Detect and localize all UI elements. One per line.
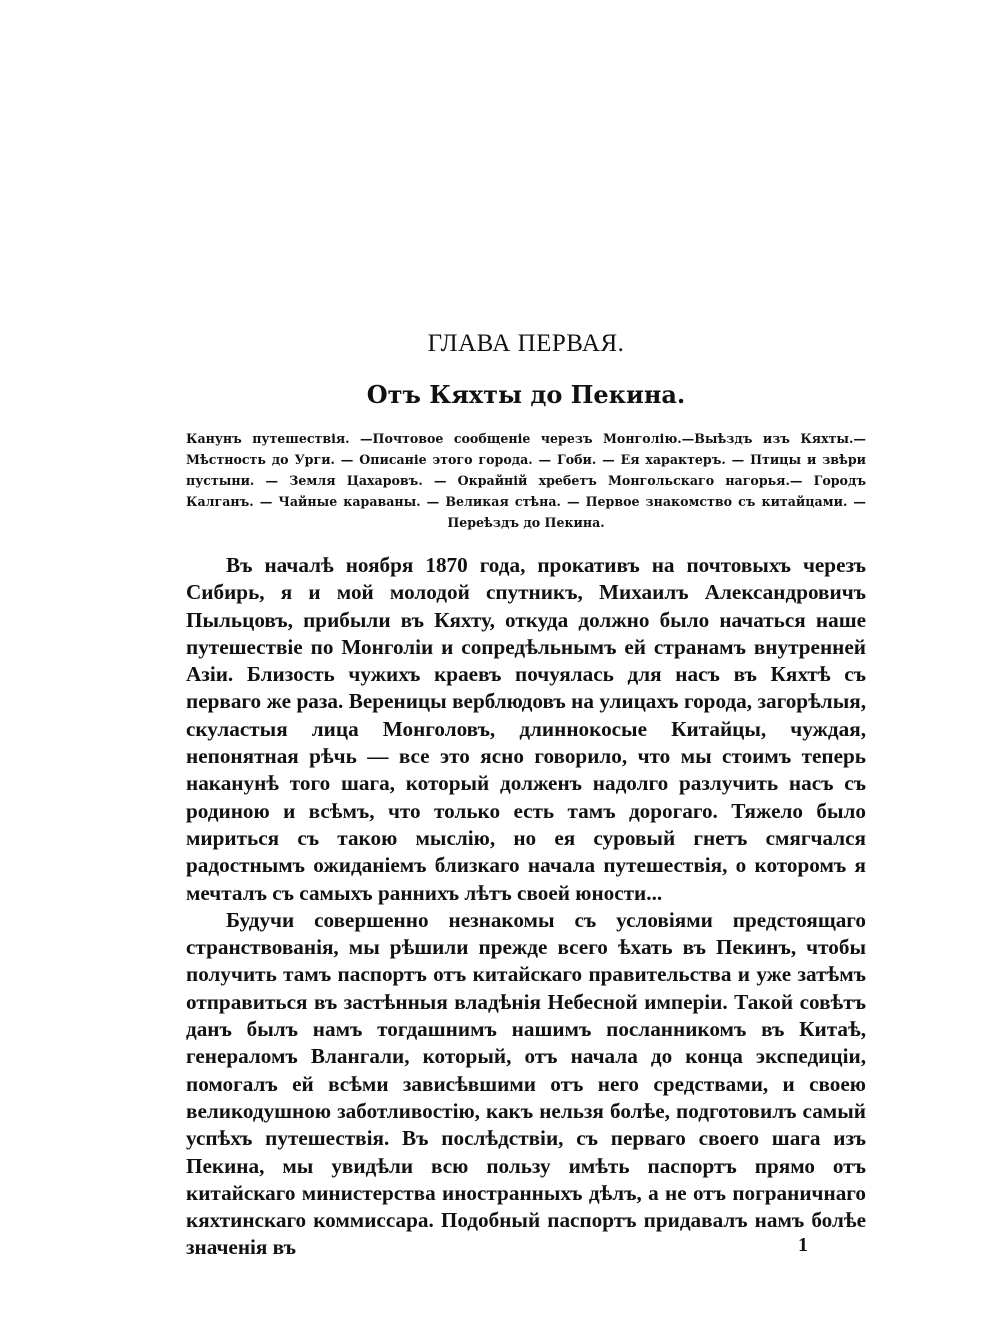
body-paragraph: Будучи совершенно незнакомы съ условіями предстоящаго странствованія, мы рѣшили прежде всего ѣхать въ Пекинъ, чтобы получить тамъ паспортъ отъ китайскаго правительства и уже затѣмъ отправиться въ застѣнныя владѣнія Небесной имперіи. Такой совѣтъ данъ былъ намъ тогдашнимъ нашимъ посланникомъ въ Китаѣ, генераломъ Влангали, который, отъ начала до конца экспедиціи, помогалъ ей всѣми зависѣвшими отъ него средствами, и своею великодушною заботливостію, какъ нельзя болѣе, подготовилъ самый успѣхъ путешествія. Въ послѣдствіи, съ перваго своего шага изъ Пекина, мы увидѣли всю пользу имѣть паспортъ прямо отъ китайскаго министерства иностранныхъ дѣлъ, а не отъ пограничнаго кяхтинскаго коммиссара. Подобный паспортъ придавалъ намъ болѣе значенія въ xyxy=(186,907,866,1260)
book-page xyxy=(186,0,866,1333)
body-paragraph: Въ началѣ ноября 1870 года, прокативъ на почтовыхъ черезъ Сибирь, я и мой молодой спутникъ, Михаилъ Александровичъ Пыльцовъ, прибыли въ Кяхту, откуда должно было начаться наше путешествіе по Монголіи и сопредѣльнымъ ей странамъ внутренней Азіи. Близость чужихъ краевъ почуялась для насъ въ Кяхтѣ съ перваго же раза. Вереницы верблюдовъ на улицахъ города, загорѣлыя, скуластыя лица Монголовъ, длиннокосые Китайцы, чуждая, непонятная рѣчь — все это ясно говорило, что мы стоимъ теперь наканунѣ того шага, который долженъ надолго разлучить насъ съ родиною и всѣмъ, что только есть тамъ дорогаго. Тяжело было мириться съ такою мыслію, но ея суровый гнетъ смягчался радостнымъ ожиданіемъ близкаго начала путешествія, о которомъ я мечталъ съ самыхъ раннихъ лѣтъ своей юности... xyxy=(186,553,866,905)
page-number: 1 xyxy=(798,1234,808,1256)
chapter-heading: ГЛАВА ПЕРВАЯ. xyxy=(427,330,625,357)
chapter-body xyxy=(186,552,866,1262)
chapter-summary: Канунъ путешествія. —Почтовое сообщеніе черезъ Монголію.—Выѣздъ изъ Кяхты.— Мѣстность до Урги. — Описаніе этого города. — Гоби. — Ея характеръ. — Птицы и звѣри пустыни. — Земля Цахаровъ. — Окрайній хребетъ Монгольскаго нагорья.— Городъ Калганъ. — Чайные караваны. — Великая стѣна. — Первое знакомство съ китайцами. — Переѣздъ до Пекина. xyxy=(186,431,866,530)
chapter-title: Отъ Кяхты до Пекина. xyxy=(366,380,686,409)
